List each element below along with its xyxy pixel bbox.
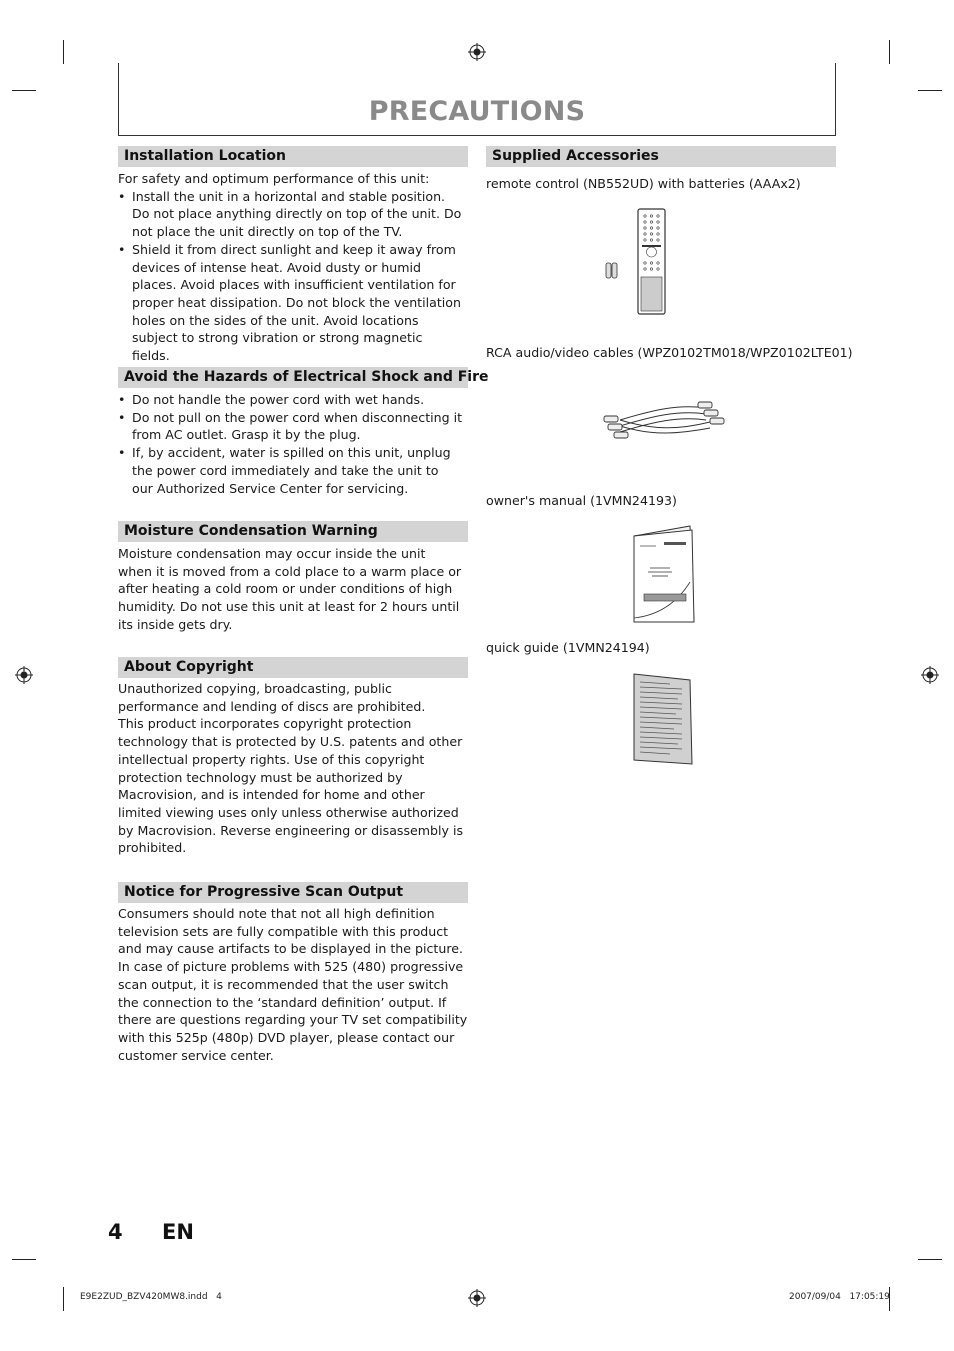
section-heading-copyright: About Copyright	[118, 657, 468, 678]
crop-mark	[918, 1259, 942, 1260]
progressive-paragraph: Consumers should note that not all high definition television sets are fully compatible with this product and may cause artifacts to be displayed in the picture.	[118, 906, 463, 957]
crop-mark	[918, 90, 942, 91]
list-item: • Install the unit in a horizontal and stable position. Do not place anything directly on top of the unit. Do not place the unit directly on top of the TV.	[118, 188, 463, 241]
section-heading-progressive: Notice for Progressive Scan Output	[118, 882, 468, 903]
registration-mark-icon	[468, 1289, 486, 1307]
accessory-label: RCA audio/video cables (WPZ0102TM018/WPZ0102LTE01)	[486, 345, 853, 360]
accessory-label: owner's manual (1VMN24193)	[486, 493, 677, 508]
language-label: EN	[162, 1220, 194, 1244]
installation-intro: For safety and optimum performance of this unit:	[118, 171, 430, 186]
copyright-paragraph: Unauthorized copying, broadcasting, public performance and lending of discs are prohibited.	[118, 681, 426, 714]
crop-mark	[63, 40, 64, 64]
remote-control-icon	[600, 205, 670, 317]
crop-mark	[889, 40, 890, 64]
moisture-text: Moisture condensation may occur inside the unit when it is moved from a cold place to a warm place or after heating a cold room or under conditions of high humidity. Do not use this unit at least for 2 hours until its inside gets dry.	[118, 546, 462, 632]
registration-mark-icon	[921, 666, 939, 684]
list-item: • Shield it from direct sunlight and keep it away from devices of intense heat. Avoid dusty or humid places. Avoid places with insufficient ventilation for proper heat dissipation. Do not block the ventilation holes on the sides of the unit. Avoid locations subject to strong vibration or strong magnetic fields.	[118, 241, 463, 365]
owners-manual-icon	[630, 524, 698, 626]
registration-mark-icon	[468, 43, 486, 61]
list-item: • If, by accident, water is spilled on this unit, unplug the power cord immediately and take the unit to our Authorized Service Center for servicing.	[118, 444, 463, 497]
copyright-body	[118, 680, 466, 857]
footer-filename: E9E2ZUD_BZV420MW8.indd 4	[80, 1292, 222, 1302]
installation-body	[118, 170, 463, 365]
crop-mark	[12, 90, 36, 91]
section-heading-hazards: Avoid the Hazards of Electrical Shock and Fire	[118, 367, 468, 388]
section-heading-installation: Installation Location	[118, 146, 468, 167]
section-heading-moisture: Moisture Condensation Warning	[118, 521, 468, 542]
list-item: • Do not handle the power cord with wet hands.	[118, 391, 463, 409]
progressive-paragraph: In case of picture problems with 525 (480) progressive scan output, it is recommended that the user switch the connection to the ‘standard definition’ output. If there are questions regarding your TV set compatibility with this 525p (480p) DVD player, please contact our customer service center.	[118, 959, 468, 1063]
registration-mark-icon	[15, 666, 33, 684]
hazards-body	[118, 391, 463, 497]
accessory-label: quick guide (1VMN24194)	[486, 640, 650, 655]
copyright-paragraph: This product incorporates copyright protection technology that is protected by U.S. patents and other intellectual property rights. Use of this copyright protection technology must be authorized by Macrovision, and is intended for home and other limited viewing uses only unless otherwise authorized by Macrovision. Reverse engineering or disassembly is prohibited.	[118, 716, 464, 856]
accessory-label: remote control (NB552UD) with batteries (AAAx2)	[486, 176, 801, 191]
footer-timestamp: 2007/09/04 17:05:19	[789, 1292, 890, 1302]
av-cables-icon	[598, 394, 732, 446]
moisture-body	[118, 545, 463, 634]
crop-mark	[12, 1259, 36, 1260]
section-heading-accessories: Supplied Accessories	[486, 146, 836, 167]
page-title: PRECAUTIONS	[368, 96, 586, 127]
crop-mark	[63, 1287, 64, 1311]
page-number: 4	[108, 1220, 123, 1244]
progressive-body	[118, 905, 468, 1064]
list-item: • Do not pull on the power cord when disconnecting it from AC outlet. Grasp it by the plug.	[118, 409, 463, 444]
quick-guide-icon	[630, 670, 696, 768]
